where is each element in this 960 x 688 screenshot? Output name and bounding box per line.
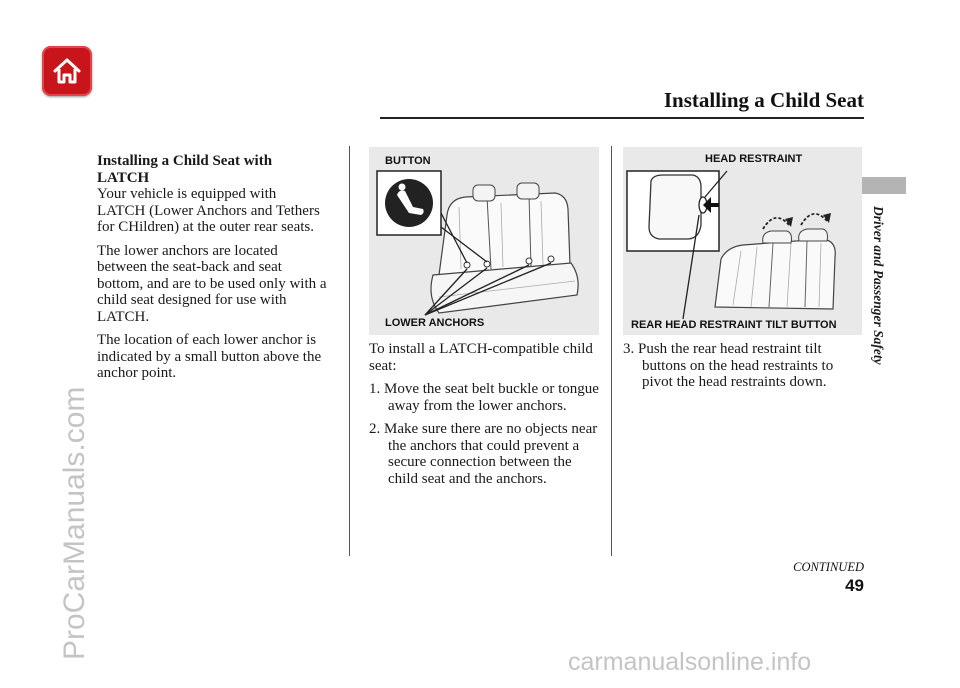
button-callout: BUTTON — [385, 155, 431, 167]
column-divider — [611, 146, 612, 556]
section-title: Installing a Child Seat — [663, 88, 864, 112]
chapter-tab-marker — [856, 177, 906, 194]
paragraph: To install a LATCH-compatible child seat: — [369, 341, 593, 374]
rear-seat-illustration — [369, 147, 599, 335]
watermark-left: ProCarManuals.com — [58, 386, 91, 660]
paragraph: The location of each lower anchor is indicated by a small button above the anchor point. — [97, 332, 322, 381]
sub-heading: Installing a Child Seat with LATCH — [97, 153, 273, 186]
head-restraint-callout: HEAD RESTRAINT — [705, 153, 803, 165]
left-column — [97, 153, 327, 389]
list-item: 1. Move the seat belt buckle or tongue away from the lower anchors. — [369, 381, 599, 414]
tilt-button-callout: REAR HEAD RESTRAINT TILT BUTTON — [631, 319, 837, 331]
step-list — [623, 341, 859, 391]
middle-column — [369, 341, 605, 494]
rear-seat-lower-anchors-figure — [369, 147, 599, 335]
list-item: 3. Push the rear head restraint tilt buttons on the head restraints to pivot the head restraints down. — [623, 341, 834, 390]
page-number: 49 — [845, 576, 864, 595]
head-restraint-illustration — [623, 147, 862, 335]
continued-label: CONTINUED — [793, 560, 864, 574]
home-icon — [52, 57, 82, 85]
home-button[interactable] — [42, 46, 92, 96]
chapter-tab-label[interactable]: Driver and Passenger Safety — [871, 206, 886, 365]
column-divider — [349, 146, 350, 556]
list-item: 2. Make sure there are no objects near the anchors that could prevent a secure connection between the child seat and the anchors. — [369, 421, 598, 487]
lower-anchors-callout: LOWER ANCHORS — [385, 317, 485, 329]
watermark-bottom: carmanualsonline.info — [568, 648, 812, 676]
paragraph: The lower anchors are located between the seat-back and seat bottom, and are to be used only with a child seat designed for use with LATCH. — [97, 242, 327, 325]
right-column — [623, 341, 859, 398]
head-restraint-tilt-figure — [623, 147, 862, 335]
paragraph: Your vehicle is equipped with LATCH (Lower Anchors and Tethers for CHildren) at the outer rear seats. — [97, 186, 320, 235]
title-divider — [380, 117, 864, 119]
step-list — [369, 381, 605, 487]
